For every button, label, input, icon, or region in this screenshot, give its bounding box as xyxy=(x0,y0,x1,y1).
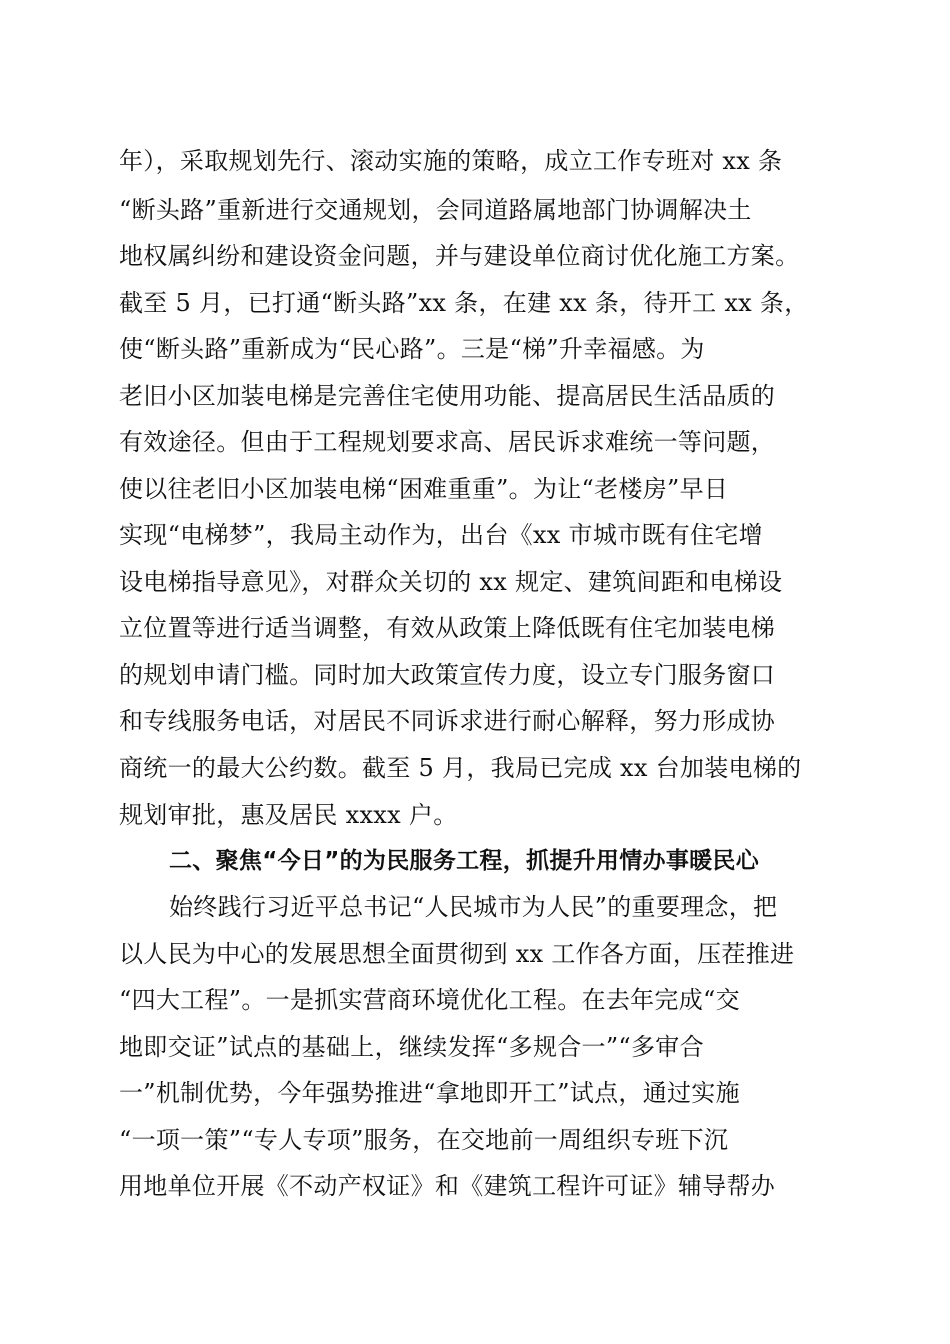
body-text-line: “四大工程”。一是抓实营商环境优化工程。在去年完成“交 xyxy=(119,986,740,1014)
body-text-line: 一”机制优势，今年强势推进“拿地即开工”试点，通过实施 xyxy=(119,1079,740,1107)
body-text-line: 地权属纠纷和建设资金问题，并与建设单位商讨优化施工方案。 xyxy=(119,242,800,270)
body-text-line: 截至 5 月，已打通“断头路”xx 条，在建 xx 条，待开工 xx 条， xyxy=(119,289,809,317)
body-text-line: 用地单位开展《不动产权证》和《建筑工程许可证》辅导帮办 xyxy=(119,1172,776,1200)
body-text-line: 以人民为中心的发展思想全面贯彻到 xx 工作各方面，压茬推进 xyxy=(119,940,795,968)
body-text-line: 使以往老旧小区加装电梯“困难重重”。为让“老楼房”早日 xyxy=(119,475,729,503)
body-text-line: 实现“电梯梦”，我局主动作为，出台《xx 市城市既有住宅增 xyxy=(119,521,763,549)
body-text-line: 始终践行习近平总书记“人民城市为人民”的重要理念，把 xyxy=(169,893,778,921)
body-text-line: 有效途径。但由于工程规划要求高、居民诉求难统一等问题， xyxy=(119,428,776,456)
body-text-line: 立位置等进行适当调整，有效从政策上降低既有住宅加装电梯 xyxy=(119,614,776,642)
body-text-line: 老旧小区加装电梯是完善住宅使用功能、提高居民生活品质的 xyxy=(119,382,776,410)
section-heading: 二、聚焦“今日”的为民服务工程，抓提升用情办事暖民心 xyxy=(169,848,760,874)
body-text-line: 规划审批，惠及居民 xxxx 户。 xyxy=(119,801,458,829)
body-text-line: “断头路”重新进行交通规划，会同道路属地部门协调解决土 xyxy=(119,196,752,224)
body-text-line: 年），采取规划先行、滚动实施的策略，成立工作专班对 xx 条 xyxy=(119,147,783,175)
body-text-line: 和专线服务电话，对居民不同诉求进行耐心解释，努力形成协 xyxy=(119,707,776,735)
body-text-line: 使“断头路”重新成为“民心路”。三是“梯”升幸福感。为 xyxy=(119,335,705,363)
body-text-line: 商统一的最大公约数。截至 5 月，我局已完成 xx 台加装电梯的 xyxy=(119,754,802,782)
body-text-line: 设电梯指导意见》，对群众关切的 xx 规定、建筑间距和电梯设 xyxy=(119,568,783,596)
body-text-line: “一项一策”“专人专项”服务，在交地前一周组织专班下沉 xyxy=(119,1126,729,1154)
body-text-line: 地即交证”试点的基础上，继续发挥“多规合一”“多审合 xyxy=(119,1033,704,1061)
body-text-line: 的规划申请门槛。同时加大政策宣传力度，设立专门服务窗口 xyxy=(119,661,776,689)
